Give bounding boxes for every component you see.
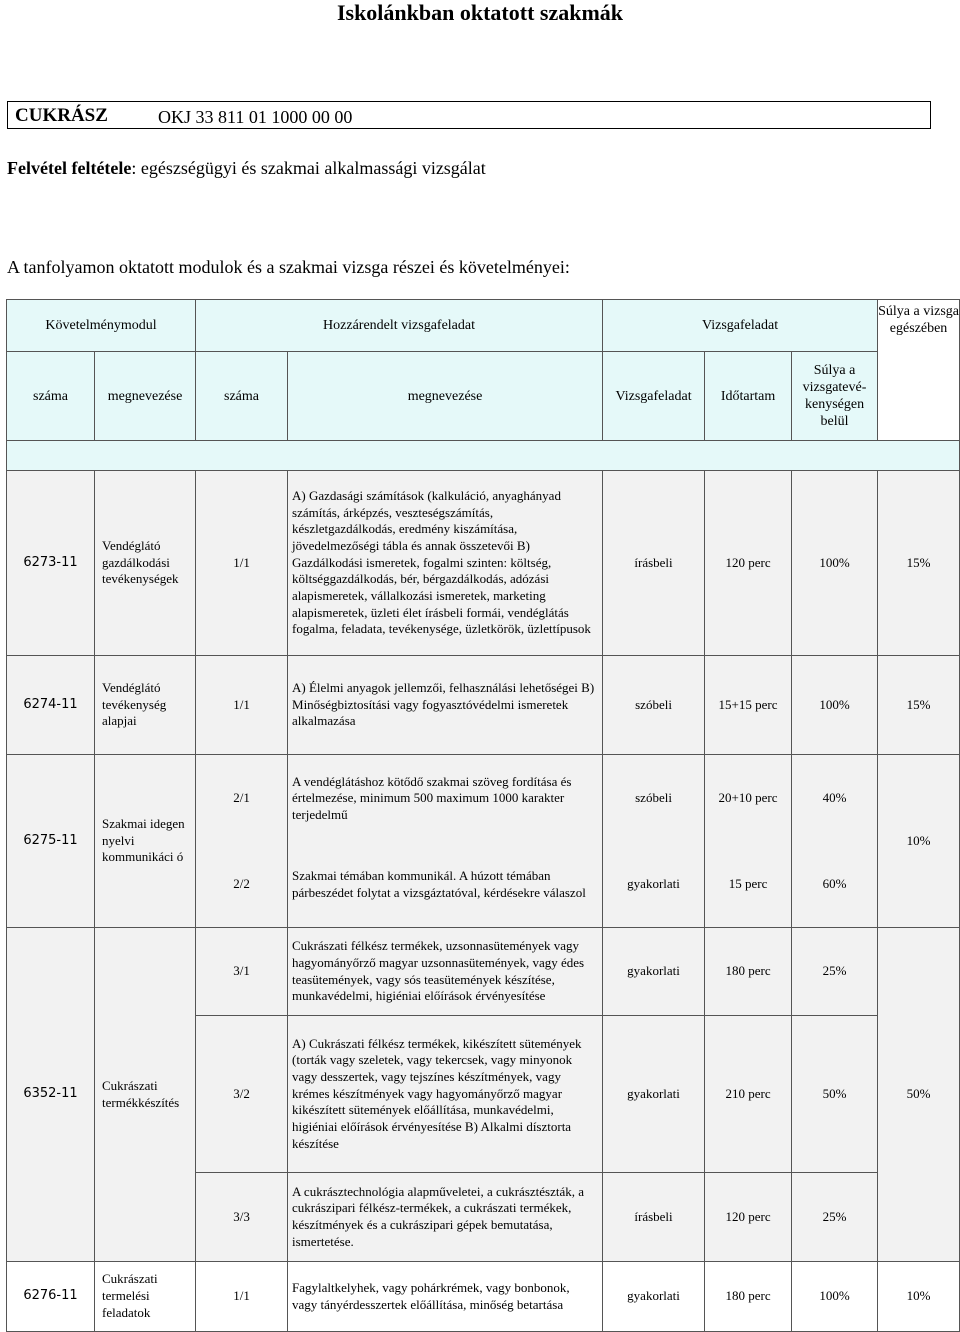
table-row: [7, 755, 960, 843]
task-number: 1/1: [196, 656, 288, 755]
module-code: 6275-11: [7, 755, 95, 928]
task-type: írásbeli: [603, 1173, 705, 1262]
exam-modules-table: [6, 299, 960, 1332]
module-name: Cukrászati termelési feladatok: [95, 1262, 196, 1332]
task-description: A vendéglátáshoz kötődő szakmai szöveg fordítása és értelmezése, minimum 500 maximum 1000 karakter terjedelmű: [288, 755, 603, 843]
task-type: gyakorlati: [603, 1262, 705, 1332]
header-spacer-row: [7, 441, 960, 471]
qualification-box: [7, 101, 931, 129]
admission-text: : egészségügyi és szakmai alkalmassági vizsgálat: [131, 158, 486, 178]
header-row-2: [7, 352, 960, 441]
header-sulya-egeszben: Súlya a vizsga egészében: [878, 300, 960, 441]
header-szama-1: száma: [7, 352, 95, 441]
task-description: A) Cukrászati félkész termékek, kikészített sütemények (torták vagy szeletek, vagy tekercsek, vagy minyonok vagy desszertek, vagy tejszínes készítmények, vagy krémes készítmények vagy hagyományőrző magyar kikészített sütemények előállítása, munkavédelmi, higiéniai előírások érvényesítése B) Alkalmi dísztorta készítése: [288, 1016, 603, 1173]
module-name: Vendéglátó gazdálkodási tevékenységek: [95, 471, 196, 656]
header-idotartam: Időtartam: [705, 352, 792, 441]
module-weight: 10%: [878, 755, 960, 928]
task-duration: 15+15 perc: [705, 656, 792, 755]
task-weight: 50%: [792, 1016, 878, 1173]
task-type: gyakorlati: [603, 928, 705, 1016]
header-spacer: [7, 441, 960, 471]
task-number: 1/1: [196, 471, 288, 656]
task-number: 3/1: [196, 928, 288, 1016]
task-weight: 60%: [792, 843, 878, 928]
header-vizsgafeladat-2: Vizsgafeladat: [603, 352, 705, 441]
task-type: szóbeli: [603, 755, 705, 843]
task-duration: 20+10 perc: [705, 755, 792, 843]
header-megnevezese-1: megnevezése: [95, 352, 196, 441]
header-sulya-belul: Súlya a vizsgatevé-kenységen belül: [792, 352, 878, 441]
task-description: A) Gazdasági számítások (kalkuláció, anyaghányad számítás, árképzés, veszteségszámítás, készletgazdálkodás, eredmény kiszámítása, jövedelmezőségi tábla és annak összetevői B) Gazdálkodási ismeretek, fogalmi szinten: költség, költséggazdálkodás, bér, bérgazdálkodás, adózási alapismeretek, vállalkozási ismeretek, marketing alapismeretek, üzleti élet írásbeli formái, vendéglátás fogalma, feladata, tevékenysége, üzletkörök, üzlettípusok: [288, 471, 603, 656]
task-number: 3/2: [196, 1016, 288, 1173]
task-duration: 180 perc: [705, 928, 792, 1016]
table-row: [7, 471, 960, 656]
task-description: A cukrásztechnológia alapműveletei, a cukrásztészták, a cukrászipari félkész-termékek, a cukrászati termékek, készítmények és a cukrászipari gépek bemutatása, ismertetése.: [288, 1173, 603, 1262]
module-weight: 50%: [878, 928, 960, 1262]
task-weight: 100%: [792, 471, 878, 656]
qualification-code: OKJ 33 811 01 1000 00 00: [158, 107, 353, 127]
page-title: Iskolánkban oktatott szakmák: [336, 0, 624, 25]
task-weight: 25%: [792, 1173, 878, 1262]
task-duration: 120 perc: [705, 1173, 792, 1262]
task-description: Fagylaltkelyhek, vagy pohárkrémek, vagy bonbonok, vagy tányérdesszertek előállítása, minőség betartása: [288, 1262, 603, 1332]
task-number: 1/1: [196, 1262, 288, 1332]
task-type: gyakorlati: [603, 1016, 705, 1173]
admission-label: Felvétel feltétele: [7, 158, 132, 178]
task-type: szóbeli: [603, 656, 705, 755]
task-number: 2/2: [196, 843, 288, 928]
header-megnevezese-2: megnevezése: [288, 352, 603, 441]
module-code: 6273-11: [7, 471, 95, 656]
header-vizsgafeladat: Vizsgafeladat: [603, 300, 878, 352]
qualification-name: CUKRÁSZ: [15, 105, 108, 126]
task-description: Szakmai témában kommunikál. A húzott témában párbeszédet folytat a vizsgáztatóval, kérdésekre válaszol: [288, 843, 603, 928]
header-row-1: [7, 300, 960, 352]
task-duration: 15 perc: [705, 843, 792, 928]
task-weight: 25%: [792, 928, 878, 1016]
module-weight: 10%: [878, 1262, 960, 1332]
task-weight: 40%: [792, 755, 878, 843]
module-weight: 15%: [878, 471, 960, 656]
admission-requirement: [7, 157, 486, 179]
task-duration: 180 perc: [705, 1262, 792, 1332]
header-kovetelmenymodul: Követelménymodul: [7, 300, 196, 352]
module-code: 6274-11: [7, 656, 95, 755]
header-hozzarendelt: Hozzárendelt vizsgafeladat: [196, 300, 603, 352]
header-szama-2: száma: [196, 352, 288, 441]
task-number: 3/3: [196, 1173, 288, 1262]
table-row: [7, 1262, 960, 1332]
module-name: Vendéglátó tevékenység alapjai: [95, 656, 196, 755]
module-name: Cukrászati termékkészítés: [95, 928, 196, 1262]
task-type: gyakorlati: [603, 843, 705, 928]
module-name: Szakmai idegen nyelvi kommunikáci ó: [95, 755, 196, 928]
task-duration: 120 perc: [705, 471, 792, 656]
task-description: Cukrászati félkész termékek, uzsonnasütemények vagy hagyományőrző magyar uzsonnasütemények, vagy édes teasütemények, vagy sós teasütemények készítése, munkavédelmi, higiéniai előírások érvényesítése: [288, 928, 603, 1016]
table-row: [7, 928, 960, 1016]
task-number: 2/1: [196, 755, 288, 843]
task-weight: 100%: [792, 656, 878, 755]
table-row: [7, 656, 960, 755]
module-code: 6352-11: [7, 928, 95, 1262]
module-code: 6276-11: [7, 1262, 95, 1332]
module-weight: 15%: [878, 656, 960, 755]
task-duration: 210 perc: [705, 1016, 792, 1173]
modules-intro: A tanfolyamon oktatott modulok és a szakmai vizsga részei és követelményei:: [7, 257, 570, 277]
task-type: írásbeli: [603, 471, 705, 656]
task-description: A) Élelmi anyagok jellemzői, felhasználási lehetőségei B) Minőségbiztosítási vagy fogyasztóvédelmi ismeretek alkalmazása: [288, 656, 603, 755]
task-weight: 100%: [792, 1262, 878, 1332]
